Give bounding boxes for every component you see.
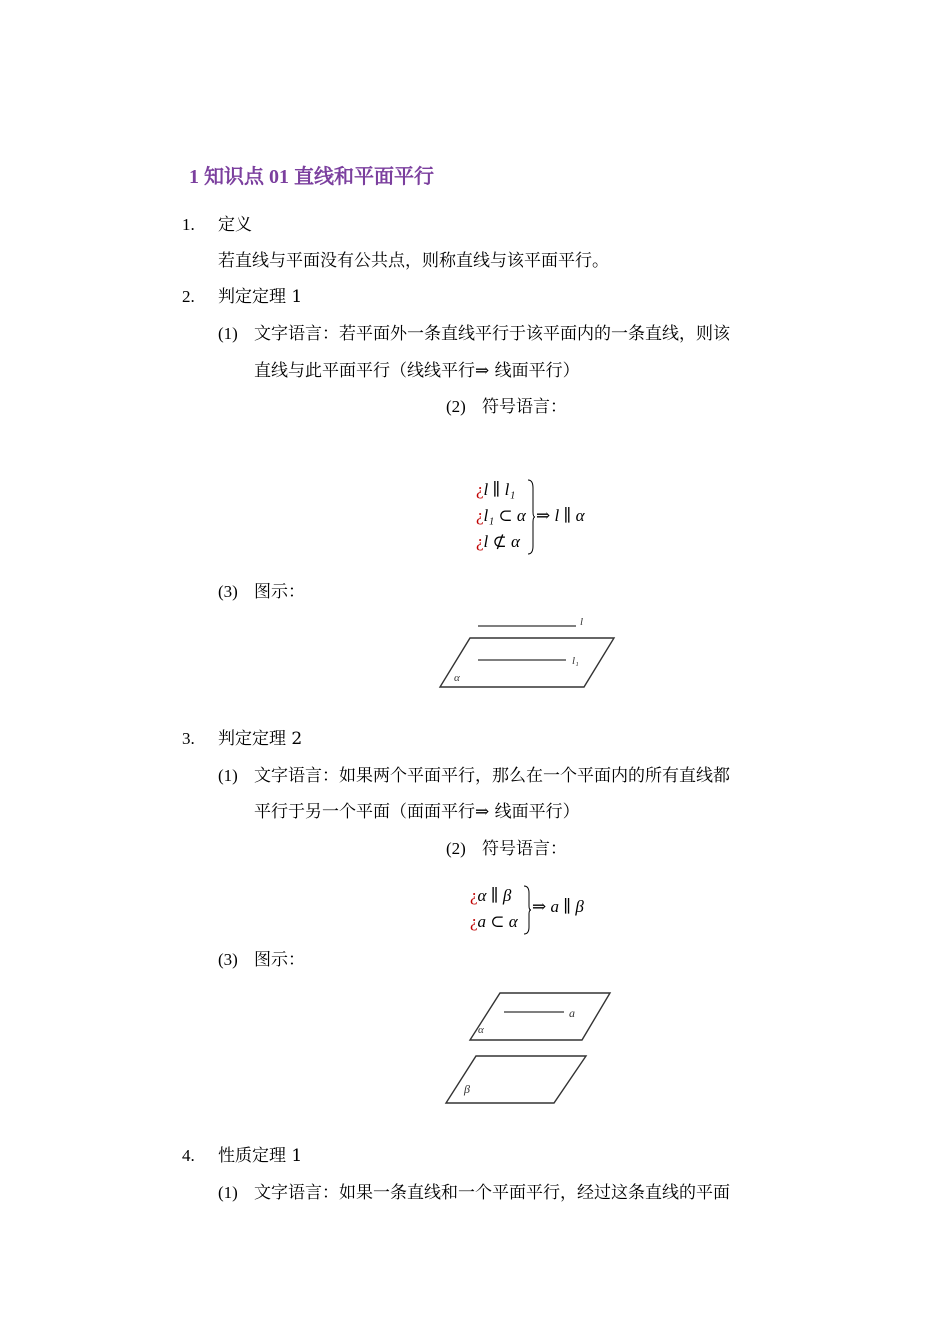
formula-2-brace: [522, 884, 532, 936]
section-4-item1-number: (1): [218, 1183, 238, 1202]
figure-1-plane: [440, 638, 614, 687]
figure-1-label-l: l: [580, 616, 584, 628]
figure-2-label-beta: β: [464, 1082, 470, 1096]
section-3-item1-number: (1): [218, 766, 238, 785]
formula-1: [470, 476, 610, 560]
section-3-title: 判定定理 2: [218, 729, 303, 749]
section-4-item1-line1: 文字语言：如果一条直线和一个平面平行，经过这条直线的平面: [254, 1183, 730, 1203]
formula-1-row-1: ¿l ∥ l₁: [476, 480, 516, 499]
figure-2-label-a: a: [569, 1006, 575, 1020]
section-heading: 1 知识点 01 直线和平面平行: [189, 166, 434, 188]
section-3-item2-number: (2): [446, 839, 466, 858]
figure-2-diagram: [440, 988, 620, 1110]
figure-1-diagram: [430, 610, 630, 694]
section-2-item3-text: 图示：: [254, 582, 305, 602]
section-1-number: 1.: [182, 215, 195, 234]
section-2-item2-text: 符号语言：: [482, 397, 567, 417]
section-2-item1-line1: 文字语言：若平面外一条直线平行于该平面内的一条直线，则该: [254, 324, 730, 344]
formula-2: [464, 880, 604, 940]
section-2-title: 判定定理 1: [218, 287, 303, 307]
section-4-number: 4.: [182, 1146, 195, 1165]
section-2-number: 2.: [182, 287, 195, 306]
section-3-item3-text: 图示：: [254, 950, 305, 970]
section-2-item1-line2: 直线与此平面平行（线线平行⇒ 线面平行）: [254, 361, 580, 381]
section-3-number: 3.: [182, 729, 195, 748]
section-3-item1-line2: 平行于另一个平面（面面平行⇒ 线面平行）: [254, 802, 580, 822]
section-2-item1-number: (1): [218, 324, 238, 343]
figure-2-plane-alpha: [470, 993, 610, 1040]
section-1-body: 若直线与平面没有公共点，则称直线与该平面平行。: [218, 251, 609, 271]
section-2-item2-number: (2): [446, 397, 466, 416]
formula-1-brace: [526, 478, 536, 556]
section-1-title: 定义: [218, 215, 252, 235]
section-3-item1-line1: 文字语言：如果两个平面平行，那么在一个平面内的所有直线都: [254, 766, 730, 786]
formula-2-row-1: ¿α ∥ β: [470, 886, 512, 905]
section-2-item3-number: (3): [218, 582, 238, 601]
section-3-item2-text: 符号语言：: [482, 839, 567, 859]
section-3-item3-number: (3): [218, 950, 238, 969]
formula-1-row-2: ¿l₁ ⊂ α: [476, 506, 526, 525]
figure-2-label-alpha: α: [478, 1024, 484, 1036]
formula-2-row-2: ¿a ⊂ α: [470, 912, 518, 931]
formula-1-conclusion: ⇒ l ∥ α: [536, 506, 585, 525]
figure-1-label-l1: l₁: [572, 655, 579, 667]
formula-1-row-3: ¿l ⊄ α: [476, 532, 520, 551]
section-4-title: 性质定理 1: [218, 1146, 303, 1166]
figure-1-label-alpha: α: [454, 672, 460, 684]
formula-2-conclusion: ⇒ a ∥ β: [532, 897, 584, 916]
